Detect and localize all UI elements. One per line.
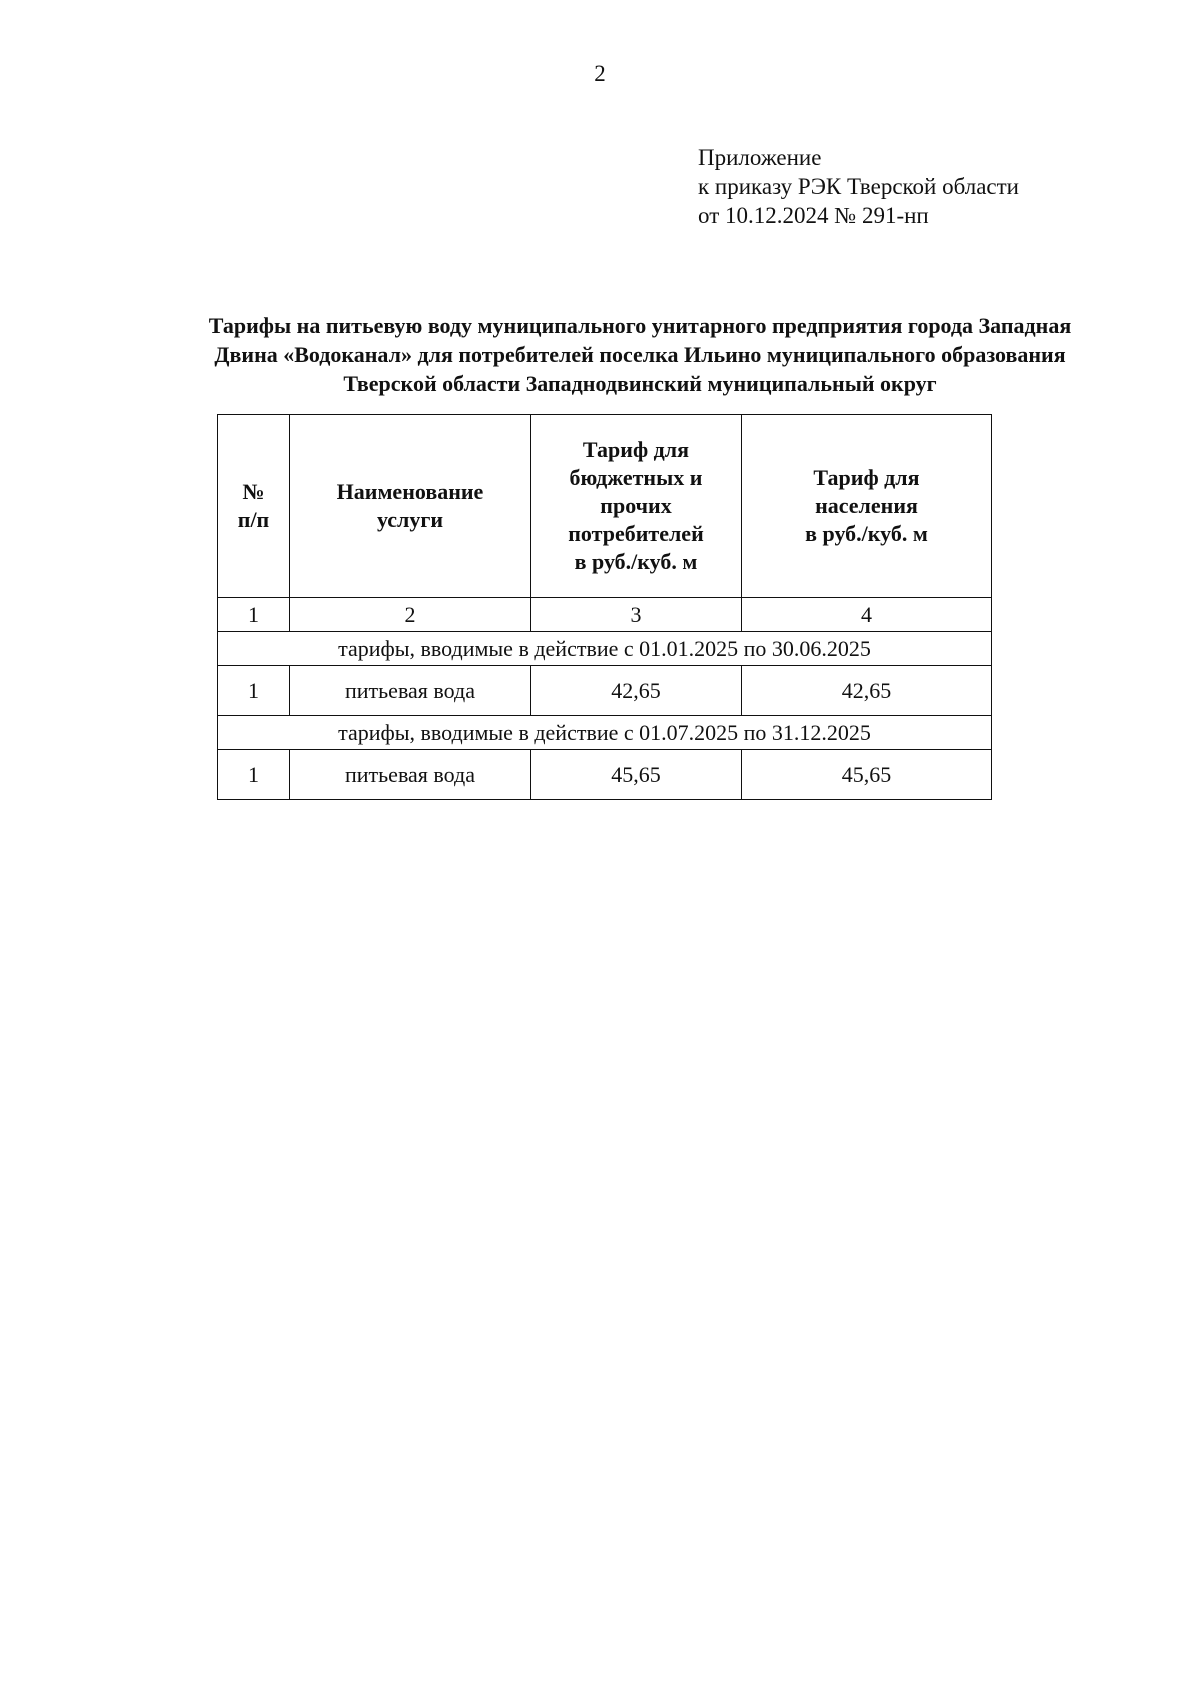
title-line: Двина «Водоканал» для потребителей поселка Ильино муниципального образования — [214, 342, 1066, 367]
header-text: бюджетных и — [569, 465, 703, 490]
period-row — [218, 632, 992, 666]
title-line: Тарифы на питьевую воду муниципального унитарного предприятия города Западная — [208, 313, 1072, 338]
header-text: № — [242, 479, 265, 504]
appendix-line: от 10.12.2024 № 291-нп — [698, 203, 929, 228]
service-name: питьевая вода — [290, 666, 531, 716]
table-header-row — [218, 415, 992, 598]
header-text: Наименование — [336, 479, 484, 504]
service-name: питьевая вода — [290, 750, 531, 800]
column-number: 3 — [531, 598, 742, 632]
header-population-tariff — [742, 415, 992, 598]
document-title — [150, 311, 1130, 398]
column-number: 2 — [290, 598, 531, 632]
table-row — [218, 750, 992, 800]
budget-tariff-value: 45,65 — [531, 750, 742, 800]
header-text: услуги — [376, 507, 444, 532]
period-label: тарифы, вводимые в действие с 01.07.2025 по 31.12.2025 — [218, 716, 992, 750]
header-text: Тариф для — [582, 437, 690, 462]
header-text: населения — [815, 493, 918, 518]
header-number — [218, 415, 290, 598]
period-row — [218, 716, 992, 750]
budget-tariff-value: 42,65 — [531, 666, 742, 716]
population-tariff-value: 42,65 — [742, 666, 992, 716]
header-text: в руб./куб. м — [805, 521, 928, 546]
header-text: п/п — [237, 507, 270, 532]
appendix-block — [698, 143, 1019, 230]
population-tariff-value: 45,65 — [742, 750, 992, 800]
title-line: Тверской области Западнодвинский муниципальный округ — [343, 371, 937, 396]
header-text: прочих — [600, 493, 672, 518]
header-budget-tariff — [531, 415, 742, 598]
header-text: потребителей — [568, 521, 704, 546]
row-number: 1 — [218, 666, 290, 716]
column-number: 1 — [218, 598, 290, 632]
header-text: в руб./куб. м — [574, 549, 698, 574]
header-service — [290, 415, 531, 598]
appendix-line: к приказу РЭК Тверской области — [698, 174, 1019, 199]
column-number: 4 — [742, 598, 992, 632]
row-number: 1 — [218, 750, 290, 800]
tariff-table — [217, 414, 992, 800]
period-label: тарифы, вводимые в действие с 01.01.2025 по 30.06.2025 — [218, 632, 992, 666]
header-text: Тариф для — [813, 465, 920, 490]
appendix-line: Приложение — [698, 145, 822, 170]
column-number-row — [218, 598, 992, 632]
page-number: 2 — [594, 61, 606, 86]
table-row — [218, 666, 992, 716]
